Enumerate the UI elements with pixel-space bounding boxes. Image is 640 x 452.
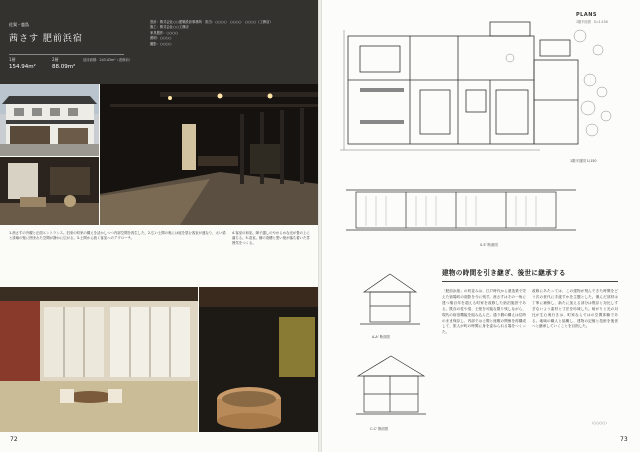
section2-label: A-A' 断面図 xyxy=(372,335,390,339)
interior-photo-main xyxy=(100,84,320,225)
floor2-label: 2層 xyxy=(52,57,59,62)
body-column-1: 「肥前浜宿」の町並みは、江戸時代から酒造業で栄えた宿場町の面影を今に残す。茜さすはその一角に建つ築百年を超える町家を改修した宿泊施設である。既存の柱や梁、土壁を可能な限り残しながら、現代の宿泊機能を組み込んだ。通り側の構えは往時のまま保存し、内部では土間と座敷の関係を再構成して、旅人が町の時間に身を委ねられる場をつくった。 xyxy=(442,289,526,335)
page-number-left: 72 xyxy=(10,436,18,443)
section3-label: C-C' 断面図 xyxy=(370,427,389,431)
long-section-drawing xyxy=(346,180,576,240)
interior-photo-small xyxy=(0,157,99,225)
plans-subtitle: 1階平面図 S=1:150 xyxy=(576,20,608,24)
section1-label: S-S' 断面図 xyxy=(480,243,498,247)
section3-drawing xyxy=(356,352,426,422)
floor-plan-label: 1階平面図 1/150 xyxy=(570,159,597,163)
floor1-area: 154.94m² xyxy=(9,64,36,70)
facade-photo xyxy=(0,84,99,156)
location-tag: 佐賀・鹿島 xyxy=(9,22,29,27)
project-header xyxy=(0,0,320,84)
bath-photo xyxy=(199,287,320,432)
body-column-2: 改修にあたっては、この建物が刻んできた時間をどう次の世代に手渡すかを主題とした。傷んだ部材は丁寧に補修し、新たに加える部分は既存と対比しすぎないよう素材と寸法を吟味した。暗がりと光の対比が生む奥行きは、町家ならではの空間体験である。地域の職人と協働し、建物の記憶と技術を後世へと継承していくことを目指した。 xyxy=(532,289,618,329)
project-title: 茜さす 肥前浜宿 xyxy=(9,34,83,44)
floor2-area: 88.09m² xyxy=(52,64,76,70)
caption-side: 4.客室の和室。障子越しのやわらかな光が畳の上に落ちる。5.浴室。檜の浴槽と黒い壁が落ち着いた雰囲気をつくる。 xyxy=(232,231,310,246)
header-rule xyxy=(9,54,124,55)
credits: 設計：株式会社○○建築設計事務所 担当：○○○○ ○○○○ ○○○○（工務店） 施工：株式会社○○工務店 家具製作：○○○○ 照明：○○○○ 撮影：○○○○ xyxy=(150,20,273,46)
section2-drawing xyxy=(360,270,420,330)
heading-rule xyxy=(442,281,618,282)
floor1-label: 1層 xyxy=(9,57,16,62)
floor-plan-drawing xyxy=(340,20,620,170)
tatami-room-photo xyxy=(0,287,198,432)
page-number-right: 73 xyxy=(620,436,628,443)
plans-title: PLANS xyxy=(576,12,598,18)
article-heading: 建物の時間を引き継ぎ、後世に継承する xyxy=(442,269,566,277)
page-gutter xyxy=(318,0,322,452)
floor-note: 延床面積：243.03m²（改修前） xyxy=(83,58,133,62)
author-signature: （○○○○） xyxy=(590,421,609,425)
right-page xyxy=(320,0,640,452)
caption-main: 1.茜さすの外観と正面エントランス。旧来の町家の構えを活かしつつ内部空間を再生した。2.広い土間の奥には庭を望む客室が連なり、太い梁と漆喰の壁に囲まれた空間が静かに広がる。3.土間から続く客室へのアプローチ。 xyxy=(9,231,226,241)
